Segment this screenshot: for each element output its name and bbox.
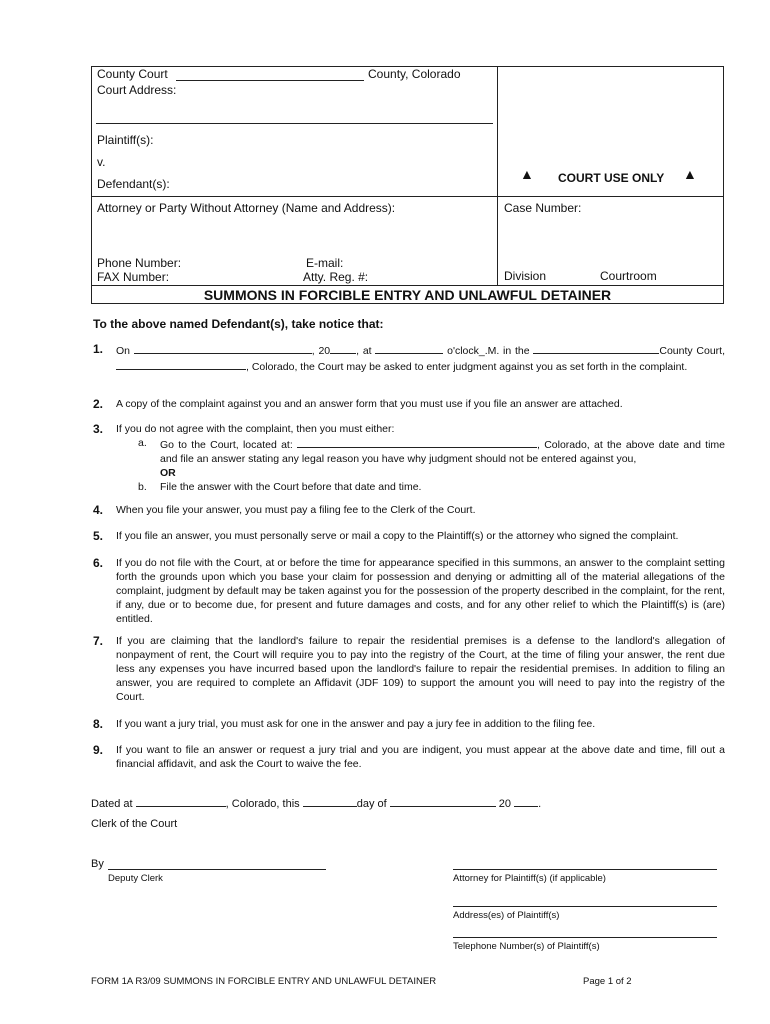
item-3a-text2: , Colorado, at the above date and time and file an answer stating any legal reason you have why judgment should not be entered against you, <box>160 439 726 465</box>
item-3b-label: b. <box>138 481 147 493</box>
item-3b <box>138 480 725 494</box>
phone-label: Phone Number: <box>97 256 182 270</box>
item-1-on: On <box>116 345 131 357</box>
document-title: SUMMONS IN FORCIBLE ENTRY AND UNLAWFUL DETAINER <box>203 287 612 303</box>
dated-line <box>91 795 541 810</box>
dated-day-field[interactable] <box>303 795 357 807</box>
page-number: Page 1 of 2 <box>583 976 632 987</box>
period: . <box>538 798 542 810</box>
twenty-label: 20 <box>498 798 512 810</box>
item-number: 6. <box>93 556 104 570</box>
court-location-field[interactable] <box>297 436 537 448</box>
atty-reg-label: Atty. Reg. #: <box>303 270 369 284</box>
plaintiff-telephone-field[interactable] <box>453 937 717 938</box>
versus-label: v. <box>97 155 106 169</box>
item-number: 1. <box>93 342 104 356</box>
clerk-signature-field[interactable] <box>108 869 326 870</box>
item-7-text: If you are claiming that the landlord's failure to repair the residential premises is a defense to the landlord's allegation of nonpayment of rent, the Court will require you to pay into the registry of the Court, at the time of filing your answer, the rent due less any expenses you have incurred based upon the landlord's failure to repair the residential premises. In addition to filing an answer, you are required to complete an Affidavit (JDF 109) to support the amount you will need to pay into the registry of the Court. <box>116 635 725 703</box>
up-arrow-icon: ▲ <box>520 166 534 182</box>
item-3-or: OR <box>160 467 176 479</box>
clerk-of-court-label: Clerk of the Court <box>91 818 178 830</box>
court-address-rule <box>96 123 493 124</box>
dated-month-field[interactable] <box>390 795 496 807</box>
attorney-label: Attorney or Party Without Attorney (Name and Address): <box>97 201 396 215</box>
dated-city-field[interactable] <box>136 795 226 807</box>
city-field[interactable] <box>116 358 246 370</box>
addresses-of-plaintiff-label: Address(es) of Plaintiff(s) <box>453 910 560 921</box>
item-number: 4. <box>93 503 104 517</box>
court-address-label: Court Address: <box>97 83 177 97</box>
item-4-text: When you file your answer, you must pay a filing fee to the Clerk of the Court. <box>116 504 476 516</box>
colorado-this-label: , Colorado, this <box>225 798 300 810</box>
county-court-field[interactable] <box>176 80 364 81</box>
day-of-label: day of <box>356 798 387 810</box>
court-use-only-label: COURT USE ONLY <box>558 171 665 185</box>
item-number: 3. <box>93 422 104 436</box>
email-label: E-mail: <box>306 256 344 270</box>
defendants-label: Defendant(s): <box>97 177 170 191</box>
item-1-oclock: o'clock_.M. in the <box>447 345 530 357</box>
county-court-label: County Court <box>97 67 168 81</box>
plaintiff-address-field[interactable] <box>453 906 717 907</box>
caption-divider-vertical <box>497 66 498 285</box>
item-1-at: , at <box>356 345 372 357</box>
item-3b-text: File the answer with the Court before that date and time. <box>160 481 422 493</box>
case-number-label: Case Number: <box>504 201 582 215</box>
item-1-court: Court, <box>696 345 725 357</box>
item-number: 2. <box>93 397 104 411</box>
caption-divider-middle <box>91 196 724 197</box>
plaintiffs-label: Plaintiff(s): <box>97 133 154 147</box>
item-6-text: If you do not file with the Court, at or before the time for appearance specified in this summons, an answer to the complaint setting forth the grounds upon which you base your claim for possession and denying or admitting all of the material allegations of the complaint, judgment by default may be taken against you for the possession of the property described in the complaint, for the rent, if any, due or to become due, for present and future damages and costs, and for any other relief to which the Plaintiff(s) is (are) entitled. <box>116 557 725 625</box>
dated-at-label: Dated at <box>91 798 133 810</box>
by-label: By <box>91 858 104 870</box>
year-field[interactable] <box>330 342 356 354</box>
county-colorado-label: County, Colorado <box>368 67 461 81</box>
item-9-text: If you want to file an answer or request a jury trial and you are indigent, you must appear at the above date and time, fill out a financial affidavit, and ask the Court to waive the fee. <box>116 744 725 770</box>
item-number: 9. <box>93 743 104 757</box>
up-arrow-icon: ▲ <box>683 166 697 182</box>
item-1-twenty: , 20 <box>311 345 331 357</box>
item-2-text: A copy of the complaint against you and an answer form that you must use if you file an answer are attached. <box>116 398 623 410</box>
telephone-of-plaintiff-label: Telephone Number(s) of Plaintiff(s) <box>453 941 600 952</box>
division-label: Division <box>504 269 547 283</box>
item-8-text: If you want a jury trial, you must ask for one in the answer and pay a jury fee in addition to the filing fee. <box>116 718 596 730</box>
item-number: 8. <box>93 717 104 731</box>
item-1-rest: , Colorado, the Court may be asked to enter judgment against you as set forth in the complaint. <box>246 361 688 373</box>
courtroom-label: Courtroom <box>600 269 657 283</box>
county-field[interactable] <box>533 342 659 354</box>
item-3a-text1: Go to the Court, located at: <box>160 439 293 451</box>
time-field[interactable] <box>375 342 443 354</box>
deputy-clerk-label: Deputy Clerk <box>108 873 163 884</box>
item-5-text: If you file an answer, you must personally serve or mail a copy to the Plaintiff(s) or the attorney who signed the complaint. <box>116 530 679 542</box>
item-number: 7. <box>93 634 104 648</box>
fax-label: FAX Number: <box>97 270 170 284</box>
item-number: 5. <box>93 529 104 543</box>
item-3a-label: a. <box>138 437 147 449</box>
notice-heading: To the above named Defendant(s), take notice that: <box>93 317 384 331</box>
item-1-county: County <box>659 345 693 357</box>
caption-divider-title <box>91 285 724 286</box>
attorney-signature-field[interactable] <box>453 869 717 870</box>
date-field[interactable] <box>134 342 312 354</box>
form-id-footer: FORM 1A R3/09 SUMMONS IN FORCIBLE ENTRY AND UNLAWFUL DETAINER <box>91 976 437 987</box>
dated-year-field[interactable] <box>514 795 538 807</box>
item-3a <box>138 436 725 480</box>
attorney-for-plaintiff-label: Attorney for Plaintiff(s) (if applicable) <box>453 873 606 884</box>
item-3-intro: If you do not agree with the complaint, then you must either: <box>116 423 395 435</box>
